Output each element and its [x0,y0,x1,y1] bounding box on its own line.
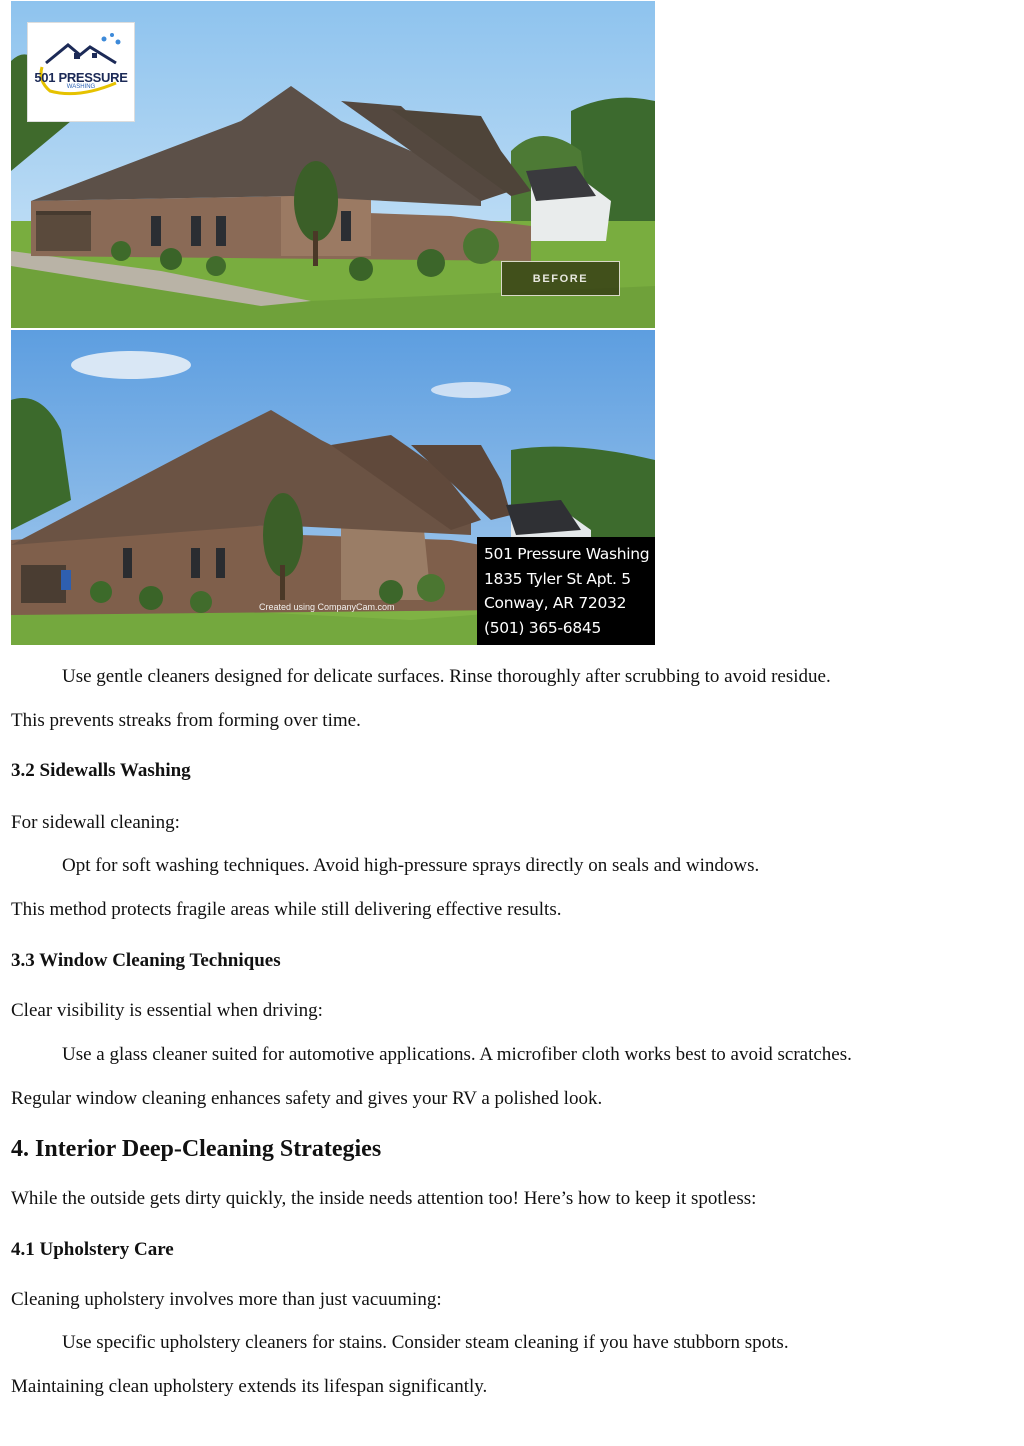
company-street: 1835 Tyler St Apt. 5 [484,569,631,588]
company-city: Conway, AR 72032 [484,594,627,612]
photo-credit: Created using CompanyCam.com [259,602,395,612]
company-name: 501 Pressure Washing [484,545,650,563]
company-info-box [477,537,655,645]
paragraph-gentle-cleaners: Use gentle cleaners designed for delicate surfaces. Rinse thoroughly after scrubbing to avoid residue. [62,666,831,687]
paragraph-prevents-streaks: This prevents streaks from forming over time. [11,710,361,731]
paragraph-clear-visibility: Clear visibility is essential when driving: [11,1000,323,1021]
paragraph-window-safety: Regular window cleaning enhances safety and gives your RV a polished look. [11,1088,603,1109]
logo-text: 501 PRESSURE [34,70,128,85]
paragraph-method-protects: This method protects fragile areas while still delivering effective results. [11,899,562,920]
heading-upholstery-care: 4.1 Upholstery Care [11,1239,174,1260]
paragraph-inside-attention: While the outside gets dirty quickly, the inside needs attention too! Here’s how to keep it spotless: [11,1188,757,1209]
logo-subtext: WASHING [66,84,96,90]
heading-window-cleaning: 3.3 Window Cleaning Techniques [11,950,281,971]
heading-interior-deep-cleaning: 4. Interior Deep-Cleaning Strategies [11,1136,382,1162]
paragraph-sidewall-intro: For sidewall cleaning: [11,812,180,833]
before-label: BEFORE [501,261,620,296]
company-phone: (501) 365-6845 [484,618,602,637]
paragraph-upholstery-intro: Cleaning upholstery involves more than just vacuuming: [11,1289,442,1310]
paragraph-soft-washing: Opt for soft washing techniques. Avoid high-pressure sprays directly on seals and windows. [62,855,760,876]
paragraph-upholstery-lifespan: Maintaining clean upholstery extends its lifespan significantly. [11,1376,488,1397]
heading-sidewalls-washing: 3.2 Sidewalls Washing [11,760,191,781]
paragraph-upholstery-cleaners: Use specific upholstery cleaners for stains. Consider steam cleaning if you have stubborn spots. [62,1332,789,1353]
company-logo [27,22,135,122]
before-after-photo [11,1,655,645]
paragraph-glass-cleaner: Use a glass cleaner suited for automotive applications. A microfiber cloth works best to avoid scratches. [62,1044,852,1065]
